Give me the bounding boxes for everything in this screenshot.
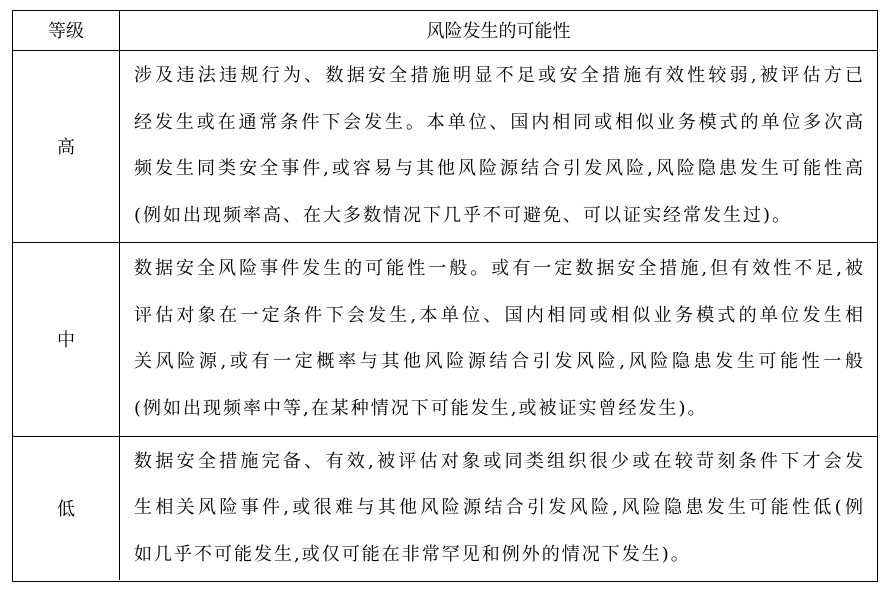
description-line: 涉及违法违规行为、数据安全措施明显不足或安全措施有效性较弱,被评估方已 [134, 65, 865, 86]
description-cell [120, 243, 877, 436]
description-line: 数据安全风险事件发生的可能性一般。或有一定数据安全措施,但有效性不足,被 [134, 258, 865, 279]
table-row [13, 436, 877, 581]
description-line: 数据安全措施完备、有效,被评估对象或同类组织很少或在较苛刻条件下才会发 [134, 450, 865, 472]
header-level: 等级 [13, 11, 120, 50]
level-cell: 低 [13, 437, 120, 581]
level-cell: 中 [13, 243, 120, 436]
table-row [13, 242, 877, 436]
description-line: 频发生同类安全事件,或容易与其他风险源结合引发风险,风险隐患发生可能性高 [134, 158, 865, 179]
description-line: (例如出现频率中等,在某种情况下可能发生,或被证实曾经发生)。 [134, 397, 708, 419]
description-line: 生相关风险事件,或很难与其他风险源结合引发风险,风险隐患发生可能性低(例 [134, 497, 865, 518]
risk-likelihood-table [12, 10, 878, 582]
description-cell [120, 51, 877, 242]
description-line: 关风险源,或有一定概率与其他风险源结合引发风险,风险隐患发生可能性一般 [134, 351, 865, 372]
description-line: (例如出现频率高、在大多数情况下几乎不可避免、可以证实经常发生过)。 [134, 204, 793, 226]
description-line: 经发生或在通常条件下会发生。本单位、国内相同或相似业务模式的单位多次高 [134, 111, 865, 133]
header-likelihood: 风险发生的可能性 [426, 21, 571, 43]
table-header-row [13, 11, 877, 50]
level-cell: 高 [13, 51, 120, 242]
description-line: 评估对象在一定条件下会发生,本单位、国内相同或相似业务模式的单位发生相 [134, 304, 865, 326]
table-row [13, 50, 877, 242]
description-line: 如几乎不可能发生,或仅可能在非常罕见和例外的情况下发生)。 [134, 543, 691, 565]
description-cell [120, 437, 877, 581]
